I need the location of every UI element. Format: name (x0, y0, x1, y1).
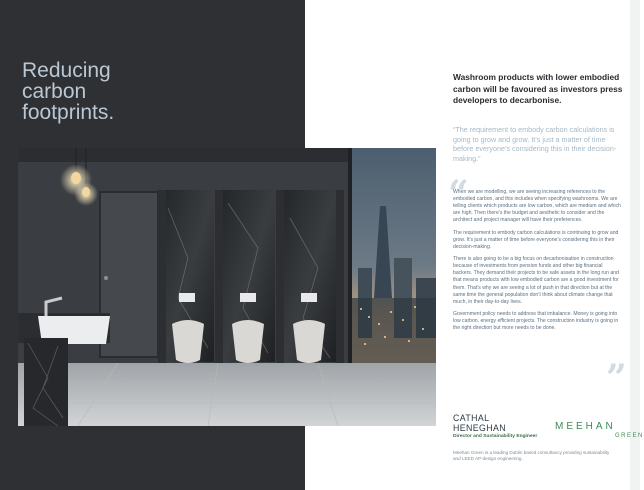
meehan-green-logo (555, 421, 644, 443)
author-last-name: HENEGHAN (453, 423, 507, 433)
author-name (453, 413, 553, 433)
body-paragraph-4: Government policy needs to address that imbalance. Money is going into low carbon, energy efficient projects. The construction industry is going in the right direction but more needs to be done. (453, 310, 619, 332)
close-quote-icon: ” (606, 357, 627, 399)
body-paragraph-1: When we are modelling, we are seeing increasing references to the embodied carbon, and this includes when specifying washrooms. We are telling clients which products are low carbon, which are medium and which are high. Then there’s the budget and aesthetic to consider and the architect and project manager will have their preferences. (453, 189, 621, 224)
headline-line-3: footprints. (22, 101, 115, 124)
headline-line-2: carbon (22, 80, 87, 103)
body-paragraph-2: The requirement to embody carbon calculations is continuing to grow and grow. It’s just a matter of time before everyone’s considering this in their decision-making. (453, 229, 619, 250)
open-quote-icon: “ (448, 173, 469, 215)
logo-wordmark: MEEHAN (555, 421, 616, 432)
article-body (453, 189, 623, 337)
author-title: Director and Sustainability Engineer (453, 434, 538, 439)
company-bio: Meehan Green is a leading Dublin based consultancy providing sustainability and LEED AP-design engineering. (453, 450, 610, 462)
article-kicker: Washroom products with lower embodied carbon will be favoured as investors press developers to decarbonise. (453, 72, 623, 105)
page-edge (630, 0, 640, 490)
headline (22, 60, 222, 123)
author-first-name: CATHAL (453, 413, 490, 423)
washroom-photo (18, 148, 436, 426)
logo-subword: GREEN (615, 433, 644, 439)
headline-line-1: Reducing (22, 59, 111, 82)
body-paragraph-3: There is also going to be a big focus on decarbonisation in construction because of investments from pension funds and other big financial backers. They demand their projects to be safe assets in the long run and that means products with low embodied carbon are a good investment for them. That’s why we are seeing a lot of push in that direction but at the same time the general population don’t think about climate change that much, in their day-to-day lives. (453, 256, 619, 305)
pull-quote: “The requirement to embody carbon calculations is going to grow and grow. It’s just a matter of time before everyone’s considering this in their decision-making.” (453, 125, 617, 163)
